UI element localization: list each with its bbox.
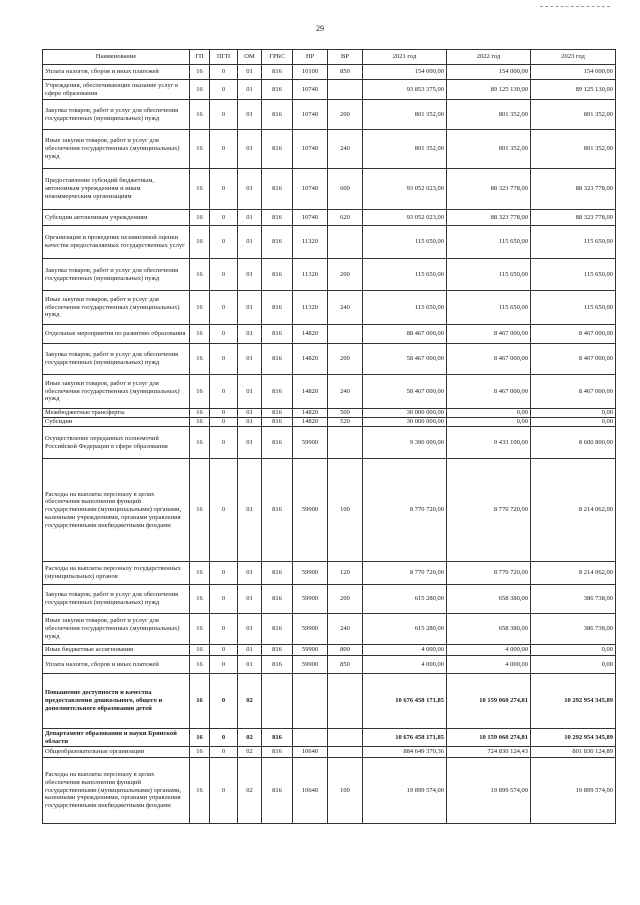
cell-y2021: 30 000 000,00 xyxy=(363,409,447,418)
table-row xyxy=(43,226,616,259)
cell-pgp: 0 xyxy=(210,758,238,824)
cell-y2021: 801 352,00 xyxy=(363,130,447,169)
cell-y2023: 115 650,00 xyxy=(531,226,616,259)
table-row xyxy=(43,747,616,758)
cell-vr: 200 xyxy=(328,100,363,130)
cell-nr: 10740 xyxy=(293,130,328,169)
cell-gp: 16 xyxy=(190,562,210,585)
table-row xyxy=(43,100,616,130)
cell-y2021: 4 000,00 xyxy=(363,656,447,674)
table-row xyxy=(43,614,616,645)
cell-y2023: 0,00 xyxy=(531,409,616,418)
cell-gp: 16 xyxy=(190,210,210,226)
cell-name: Иные закупки товаров, работ и услуг для обеспечения государственных (муниципальных) нужд xyxy=(43,614,190,645)
cell-y2023: 801 830 124,89 xyxy=(531,747,616,758)
cell-nr: 10100 xyxy=(293,65,328,80)
cell-name: Расходы на выплаты персоналу в целях обеспечения выполнения функций государственными (муниципальными) органами, казенными учреждениями, органами управления государственными внебюджетными фондами xyxy=(43,758,190,824)
cell-grbs: 816 xyxy=(262,614,293,645)
cell-y2021: 19 899 574,00 xyxy=(363,758,447,824)
cell-gp: 16 xyxy=(190,291,210,325)
cell-y2021: 115 650,00 xyxy=(363,291,447,325)
cell-grbs: 816 xyxy=(262,100,293,130)
cell-om: 01 xyxy=(238,259,262,291)
cell-grbs: 816 xyxy=(262,562,293,585)
cell-grbs: 816 xyxy=(262,747,293,758)
cell-name: Общеобразовательные организации xyxy=(43,747,190,758)
page-number: 29 xyxy=(316,24,324,33)
cell-nr: 14820 xyxy=(293,409,328,418)
cell-gp: 16 xyxy=(190,585,210,614)
cell-gp: 16 xyxy=(190,80,210,100)
cell-om: 02 xyxy=(238,729,262,747)
cell-y2021: 93 853 375,00 xyxy=(363,80,447,100)
cell-nr: 59900 xyxy=(293,645,328,656)
cell-nr: 10640 xyxy=(293,747,328,758)
cell-vr: 520 xyxy=(328,418,363,427)
cell-name: Отдельные мероприятия по развитию образования xyxy=(43,325,190,344)
table-row xyxy=(43,210,616,226)
cell-y2023: 8 600 800,00 xyxy=(531,427,616,459)
cell-om: 01 xyxy=(238,418,262,427)
cell-grbs: 816 xyxy=(262,226,293,259)
cell-om: 01 xyxy=(238,100,262,130)
cell-vr: 240 xyxy=(328,291,363,325)
cell-om: 01 xyxy=(238,80,262,100)
cell-vr xyxy=(328,226,363,259)
cell-pgp: 0 xyxy=(210,210,238,226)
cell-y2021: 4 000,00 xyxy=(363,645,447,656)
cell-y2021: 884 649 370,36 xyxy=(363,747,447,758)
cell-grbs: 816 xyxy=(262,729,293,747)
cell-gp: 16 xyxy=(190,645,210,656)
cell-pgp: 0 xyxy=(210,729,238,747)
cell-grbs: 816 xyxy=(262,325,293,344)
cell-y2022: 154 000,00 xyxy=(447,65,531,80)
cell-gp: 16 xyxy=(190,169,210,210)
cell-pgp: 0 xyxy=(210,325,238,344)
table-row xyxy=(43,459,616,562)
cell-y2023: 0,00 xyxy=(531,645,616,656)
cell-gp: 16 xyxy=(190,130,210,169)
cell-y2022: 89 125 130,00 xyxy=(447,80,531,100)
cell-y2022: 19 899 574,00 xyxy=(447,758,531,824)
cell-y2023: 8 214 062,00 xyxy=(531,459,616,562)
cell-vr xyxy=(328,325,363,344)
cell-nr: 10640 xyxy=(293,758,328,824)
cell-nr: 59900 xyxy=(293,656,328,674)
cell-y2023: 386 738,00 xyxy=(531,585,616,614)
cell-om: 01 xyxy=(238,65,262,80)
cell-gp: 16 xyxy=(190,656,210,674)
cell-nr: 14820 xyxy=(293,344,328,375)
cell-pgp: 0 xyxy=(210,409,238,418)
table-row xyxy=(43,758,616,824)
cell-pgp: 0 xyxy=(210,130,238,169)
cell-nr: 10740 xyxy=(293,210,328,226)
cell-pgp: 0 xyxy=(210,656,238,674)
cell-name: Уплата налогов, сборов и иных платежей xyxy=(43,656,190,674)
cell-y2021: 58 467 000,00 xyxy=(363,375,447,409)
table-row xyxy=(43,130,616,169)
cell-vr xyxy=(328,674,363,729)
cell-vr xyxy=(328,729,363,747)
cell-y2022: 88 323 778,00 xyxy=(447,169,531,210)
cell-om: 02 xyxy=(238,747,262,758)
cell-y2023: 88 323 778,00 xyxy=(531,210,616,226)
cell-name: Расходы на выплаты персоналу в целях обеспечения выполнения функций государственными (муниципальными) органами, казенными учреждениями, органами управления государственными внебюджетными фондами xyxy=(43,459,190,562)
cell-om: 01 xyxy=(238,459,262,562)
cell-y2021: 93 052 023,00 xyxy=(363,169,447,210)
cell-pgp: 0 xyxy=(210,418,238,427)
header-vr: ВР xyxy=(328,50,363,65)
cell-pgp: 0 xyxy=(210,259,238,291)
table-row xyxy=(43,259,616,291)
table-row xyxy=(43,344,616,375)
header-pgp: ПГП xyxy=(210,50,238,65)
cell-gp: 16 xyxy=(190,427,210,459)
table-row xyxy=(43,325,616,344)
cell-pgp: 0 xyxy=(210,427,238,459)
table-row xyxy=(43,65,616,80)
cell-grbs: 816 xyxy=(262,656,293,674)
cell-name: Предоставление субсидий бюджетным, автономным учреждениям и иным некоммерческим организациям xyxy=(43,169,190,210)
header-2022: 2022 год xyxy=(447,50,531,65)
cell-y2023: 89 125 130,00 xyxy=(531,80,616,100)
cell-om: 01 xyxy=(238,585,262,614)
cell-grbs: 816 xyxy=(262,645,293,656)
cell-name: Иные закупки товаров, работ и услуг для обеспечения государственных (муниципальных) нужд xyxy=(43,375,190,409)
cell-nr: 14820 xyxy=(293,418,328,427)
cell-grbs: 816 xyxy=(262,375,293,409)
cell-pgp: 0 xyxy=(210,459,238,562)
cell-y2023: 10 292 954 345,89 xyxy=(531,674,616,729)
cell-vr: 200 xyxy=(328,585,363,614)
cell-vr: 200 xyxy=(328,259,363,291)
cell-nr: 11320 xyxy=(293,259,328,291)
cell-pgp: 0 xyxy=(210,65,238,80)
cell-y2021: 115 650,00 xyxy=(363,259,447,291)
cell-y2022: 0,00 xyxy=(447,418,531,427)
cell-om: 01 xyxy=(238,210,262,226)
cell-pgp: 0 xyxy=(210,344,238,375)
cell-nr: 11320 xyxy=(293,226,328,259)
cell-vr xyxy=(328,80,363,100)
cell-y2022: 115 650,00 xyxy=(447,259,531,291)
cell-grbs: 816 xyxy=(262,210,293,226)
cell-gp: 16 xyxy=(190,409,210,418)
cell-y2023: 115 650,00 xyxy=(531,291,616,325)
cell-gp: 16 xyxy=(190,375,210,409)
table-header-row xyxy=(43,50,616,65)
table-row xyxy=(43,729,616,747)
cell-name: Субсидии xyxy=(43,418,190,427)
cell-y2023: 115 650,00 xyxy=(531,259,616,291)
cell-vr xyxy=(328,427,363,459)
cell-vr: 200 xyxy=(328,344,363,375)
cell-grbs: 816 xyxy=(262,259,293,291)
table-row xyxy=(43,291,616,325)
cell-grbs: 816 xyxy=(262,427,293,459)
cell-y2023: 8 467 000,00 xyxy=(531,375,616,409)
cell-name: Расходы на выплаты персоналу государственных (муниципальных) органов xyxy=(43,562,190,585)
cell-nr xyxy=(293,674,328,729)
cell-y2021: 801 352,00 xyxy=(363,100,447,130)
cell-nr: 59900 xyxy=(293,562,328,585)
cell-nr: 59900 xyxy=(293,427,328,459)
cell-y2021: 8 770 720,00 xyxy=(363,562,447,585)
cell-vr: 100 xyxy=(328,459,363,562)
cell-vr: 500 xyxy=(328,409,363,418)
cell-y2023: 801 352,00 xyxy=(531,100,616,130)
cell-name: Осуществление переданных полномочий Российской Федерации в сфере образования xyxy=(43,427,190,459)
cell-y2022: 8 770 720,00 xyxy=(447,459,531,562)
cell-nr: 11320 xyxy=(293,291,328,325)
cell-gp: 16 xyxy=(190,674,210,729)
cell-name: Закупка товаров, работ и услуг для обеспечения государственных (муниципальных) нужд xyxy=(43,100,190,130)
cell-y2021: 9 390 000,00 xyxy=(363,427,447,459)
cell-gp: 16 xyxy=(190,100,210,130)
cell-pgp: 0 xyxy=(210,80,238,100)
cell-pgp: 0 xyxy=(210,291,238,325)
cell-om: 01 xyxy=(238,325,262,344)
cell-gp: 16 xyxy=(190,614,210,645)
table-row xyxy=(43,656,616,674)
cell-pgp: 0 xyxy=(210,747,238,758)
cell-y2022: 115 650,00 xyxy=(447,226,531,259)
cell-y2023: 10 292 954 345,89 xyxy=(531,729,616,747)
cell-om: 01 xyxy=(238,645,262,656)
table-row xyxy=(43,585,616,614)
cell-name: Иные закупки товаров, работ и услуг для обеспечения государственных (муниципальных) нужд xyxy=(43,130,190,169)
cell-y2022: 8 467 000,00 xyxy=(447,344,531,375)
cell-nr: 10740 xyxy=(293,80,328,100)
cell-om: 01 xyxy=(238,427,262,459)
cell-pgp: 0 xyxy=(210,585,238,614)
budget-table xyxy=(42,49,616,824)
cell-y2023: 19 899 574,00 xyxy=(531,758,616,824)
cell-vr: 120 xyxy=(328,562,363,585)
cell-y2021: 115 650,00 xyxy=(363,226,447,259)
cell-grbs: 816 xyxy=(262,585,293,614)
cell-nr: 10740 xyxy=(293,100,328,130)
cell-y2021: 30 000 000,00 xyxy=(363,418,447,427)
table-row xyxy=(43,80,616,100)
cell-name: Иные закупки товаров, работ и услуг для обеспечения государственных (муниципальных) нужд xyxy=(43,291,190,325)
cell-om: 01 xyxy=(238,375,262,409)
cell-name: Уплата налогов, сборов и иных платежей xyxy=(43,65,190,80)
cell-y2021: 88 467 000,00 xyxy=(363,325,447,344)
cell-y2021: 10 676 458 171,85 xyxy=(363,674,447,729)
cell-y2022: 658 380,00 xyxy=(447,585,531,614)
cell-y2022: 4 000,00 xyxy=(447,645,531,656)
header-2021: 2021 год xyxy=(363,50,447,65)
cell-y2022: 4 000,00 xyxy=(447,656,531,674)
cell-name: Закупка товаров, работ и услуг для обеспечения государственных (муниципальных) нужд xyxy=(43,585,190,614)
cell-y2022: 801 352,00 xyxy=(447,100,531,130)
header-om: ОМ xyxy=(238,50,262,65)
cell-y2023: 88 323 778,00 xyxy=(531,169,616,210)
header-name: Наименование xyxy=(43,50,190,65)
cell-y2023: 8 467 000,00 xyxy=(531,325,616,344)
cell-y2021: 10 676 458 171,85 xyxy=(363,729,447,747)
cell-pgp: 0 xyxy=(210,100,238,130)
cell-y2023: 154 000,00 xyxy=(531,65,616,80)
cell-y2022: 801 352,00 xyxy=(447,130,531,169)
cell-y2021: 58 467 000,00 xyxy=(363,344,447,375)
cell-grbs: 816 xyxy=(262,169,293,210)
cell-om: 01 xyxy=(238,291,262,325)
cell-name: Учреждения, обеспечивающие оказание услуг в сфере образования xyxy=(43,80,190,100)
cell-y2023: 0,00 xyxy=(531,656,616,674)
scan-edge-mark xyxy=(540,6,610,8)
cell-gp: 16 xyxy=(190,758,210,824)
cell-y2022: 8 467 000,00 xyxy=(447,325,531,344)
cell-y2022: 8 770 720,00 xyxy=(447,562,531,585)
cell-y2023: 0,00 xyxy=(531,418,616,427)
cell-name: Повышение доступности и качества предоставления дошкольного, общего и дополнительного образования детей xyxy=(43,674,190,729)
cell-gp: 16 xyxy=(190,459,210,562)
cell-y2022: 0,00 xyxy=(447,409,531,418)
cell-grbs: 816 xyxy=(262,459,293,562)
cell-grbs: 816 xyxy=(262,291,293,325)
cell-y2022: 8 467 000,00 xyxy=(447,375,531,409)
cell-pgp: 0 xyxy=(210,562,238,585)
cell-y2022: 658 380,00 xyxy=(447,614,531,645)
cell-om: 01 xyxy=(238,344,262,375)
cell-vr: 850 xyxy=(328,656,363,674)
cell-grbs: 816 xyxy=(262,418,293,427)
cell-gp: 16 xyxy=(190,325,210,344)
cell-om: 01 xyxy=(238,614,262,645)
cell-gp: 16 xyxy=(190,226,210,259)
table-body xyxy=(43,65,616,824)
table-row xyxy=(43,427,616,459)
table-row xyxy=(43,418,616,427)
cell-vr: 850 xyxy=(328,65,363,80)
cell-y2022: 724 830 124,43 xyxy=(447,747,531,758)
cell-nr: 59900 xyxy=(293,459,328,562)
cell-vr xyxy=(328,747,363,758)
cell-om: 01 xyxy=(238,656,262,674)
header-grbs: ГРБС xyxy=(262,50,293,65)
cell-om: 01 xyxy=(238,409,262,418)
header-2023: 2023 год xyxy=(531,50,616,65)
cell-gp: 16 xyxy=(190,747,210,758)
header-nr: НР xyxy=(293,50,328,65)
cell-vr: 600 xyxy=(328,169,363,210)
header-gp: ГП xyxy=(190,50,210,65)
table-row xyxy=(43,375,616,409)
cell-om: 01 xyxy=(238,169,262,210)
cell-nr xyxy=(293,729,328,747)
cell-vr: 240 xyxy=(328,614,363,645)
cell-name: Межбюджетные трансферты xyxy=(43,409,190,418)
cell-grbs: 816 xyxy=(262,80,293,100)
cell-vr: 240 xyxy=(328,130,363,169)
cell-gp: 16 xyxy=(190,65,210,80)
table-row xyxy=(43,562,616,585)
cell-y2022: 115 650,00 xyxy=(447,291,531,325)
cell-om: 01 xyxy=(238,226,262,259)
cell-gp: 16 xyxy=(190,259,210,291)
cell-pgp: 0 xyxy=(210,169,238,210)
cell-pgp: 0 xyxy=(210,226,238,259)
cell-y2022: 10 159 060 274,81 xyxy=(447,729,531,747)
table-row xyxy=(43,674,616,729)
cell-pgp: 0 xyxy=(210,674,238,729)
cell-y2023: 801 352,00 xyxy=(531,130,616,169)
table-row xyxy=(43,409,616,418)
cell-grbs xyxy=(262,674,293,729)
cell-y2023: 8 214 062,00 xyxy=(531,562,616,585)
cell-y2021: 93 052 023,00 xyxy=(363,210,447,226)
cell-vr: 620 xyxy=(328,210,363,226)
cell-y2021: 615 280,00 xyxy=(363,614,447,645)
cell-nr: 59900 xyxy=(293,614,328,645)
cell-grbs: 816 xyxy=(262,65,293,80)
cell-gp: 16 xyxy=(190,729,210,747)
cell-om: 02 xyxy=(238,674,262,729)
cell-name: Иные бюджетные ассигнования xyxy=(43,645,190,656)
cell-y2022: 9 433 100,00 xyxy=(447,427,531,459)
cell-name: Закупка товаров, работ и услуг для обеспечения государственных (муниципальных) нужд xyxy=(43,259,190,291)
cell-y2021: 154 000,00 xyxy=(363,65,447,80)
cell-y2023: 386 738,00 xyxy=(531,614,616,645)
table-row xyxy=(43,169,616,210)
cell-grbs: 816 xyxy=(262,758,293,824)
cell-grbs: 816 xyxy=(262,409,293,418)
cell-y2021: 8 770 720,00 xyxy=(363,459,447,562)
cell-pgp: 0 xyxy=(210,375,238,409)
cell-om: 01 xyxy=(238,130,262,169)
cell-nr: 14820 xyxy=(293,325,328,344)
cell-vr: 240 xyxy=(328,375,363,409)
cell-grbs: 816 xyxy=(262,130,293,169)
cell-gp: 16 xyxy=(190,418,210,427)
cell-grbs: 816 xyxy=(262,344,293,375)
cell-nr: 10740 xyxy=(293,169,328,210)
cell-om: 02 xyxy=(238,758,262,824)
cell-nr: 14820 xyxy=(293,375,328,409)
cell-name: Департамент образования и науки Брянской области xyxy=(43,729,190,747)
cell-y2022: 88 323 778,00 xyxy=(447,210,531,226)
cell-pgp: 0 xyxy=(210,645,238,656)
cell-om: 01 xyxy=(238,562,262,585)
cell-vr: 800 xyxy=(328,645,363,656)
cell-gp: 16 xyxy=(190,344,210,375)
cell-pgp: 0 xyxy=(210,614,238,645)
table-row xyxy=(43,645,616,656)
cell-y2021: 615 280,00 xyxy=(363,585,447,614)
cell-vr: 100 xyxy=(328,758,363,824)
cell-y2022: 10 159 060 274,81 xyxy=(447,674,531,729)
cell-y2023: 8 467 000,00 xyxy=(531,344,616,375)
cell-name: Субсидии автономным учреждениям xyxy=(43,210,190,226)
cell-name: Закупка товаров, работ и услуг для обеспечения государственных (муниципальных) нужд xyxy=(43,344,190,375)
cell-name: Организация и проведение независимой оценки качества предоставляемых государственных услуг xyxy=(43,226,190,259)
cell-nr: 59900 xyxy=(293,585,328,614)
